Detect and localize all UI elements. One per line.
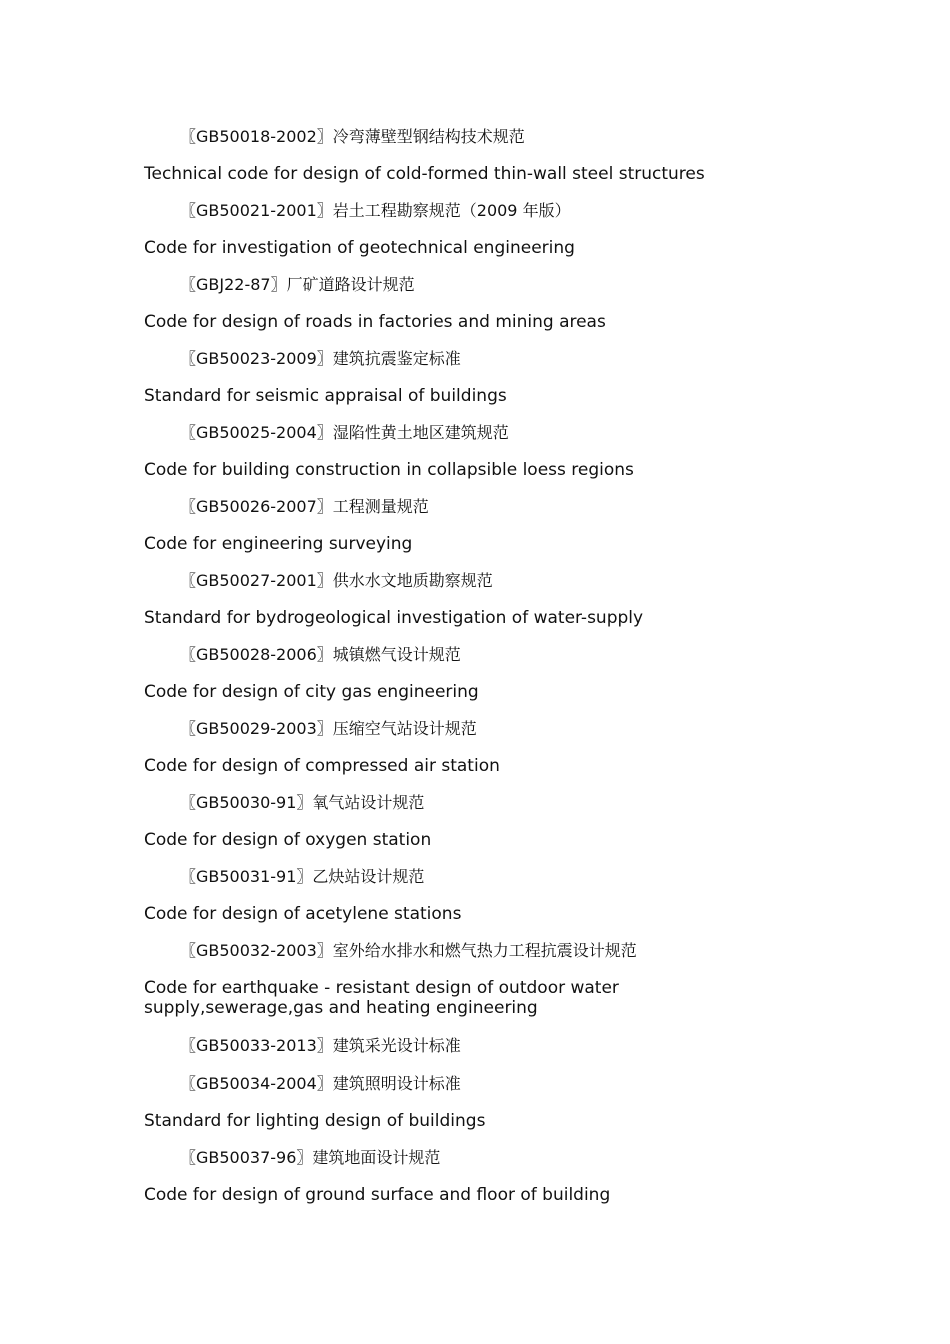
standard-code-line: 〖GB50034-2004〗建筑照明设计标准 xyxy=(180,1074,461,1093)
standard-english-title: Code for design of compressed air station xyxy=(144,756,500,776)
standard-code-line: 〖GB50028-2006〗城镇燃气设计规范 xyxy=(180,645,461,664)
standard-code-line: 〖GB50026-2007〗工程测量规范 xyxy=(180,497,429,516)
standard-code-line: 〖GB50030-91〗氧气站设计规范 xyxy=(180,793,425,812)
standard-code-line: 〖GB50031-91〗乙炔站设计规范 xyxy=(180,867,425,886)
standard-english-title: Code for investigation of geotechnical engineering xyxy=(144,238,575,258)
standard-code-line: 〖GB50029-2003〗压缩空气站设计规范 xyxy=(180,719,477,738)
standard-english-title: Code for design of city gas engineering xyxy=(144,682,479,702)
standard-code-line: 〖GBJ22-87〗厂矿道路设计规范 xyxy=(180,275,415,294)
standard-english-title: Code for engineering surveying xyxy=(144,534,413,554)
standard-code-line: 〖GB50027-2001〗供水水文地质勘察规范 xyxy=(180,571,493,590)
standard-english-title: Technical code for design of cold-formed thin-wall steel structures xyxy=(144,164,705,184)
standard-english-title: Code for earthquake - resistant design of outdoor water supply,sewerage,gas and heating engineering xyxy=(144,978,625,1018)
standard-english-title: Code for design of acetylene stations xyxy=(144,904,462,924)
standard-code-line: 〖GB50025-2004〗湿陷性黄土地区建筑规范 xyxy=(180,423,509,442)
standard-english-title: Code for design of roads in factories and mining areas xyxy=(144,312,606,332)
standard-code-line: 〖GB50033-2013〗建筑采光设计标准 xyxy=(180,1036,461,1055)
standard-code-line: 〖GB50021-2001〗岩土工程勘察规范（2009 年版） xyxy=(180,201,571,220)
standard-english-title: Standard for bydrogeological investigation of water-supply xyxy=(144,608,644,628)
standard-code-line: 〖GB50032-2003〗室外给水排水和燃气热力工程抗震设计规范 xyxy=(180,941,637,960)
standard-code-line: 〖GB50037-96〗建筑地面设计规范 xyxy=(180,1148,441,1167)
standard-english-title: Code for building construction in collapsible loess regions xyxy=(144,460,634,480)
standard-code-line: 〖GB50018-2002〗冷弯薄壁型钢结构技术规范 xyxy=(180,127,525,146)
standard-english-title: Standard for seismic appraisal of buildings xyxy=(144,386,507,406)
standard-english-title: Code for design of ground surface and floor of building xyxy=(144,1185,611,1205)
standard-english-title: Code for design of oxygen station xyxy=(144,830,432,850)
standard-english-title: Standard for lighting design of buildings xyxy=(144,1111,486,1131)
standard-code-line: 〖GB50023-2009〗建筑抗震鉴定标准 xyxy=(180,349,461,368)
